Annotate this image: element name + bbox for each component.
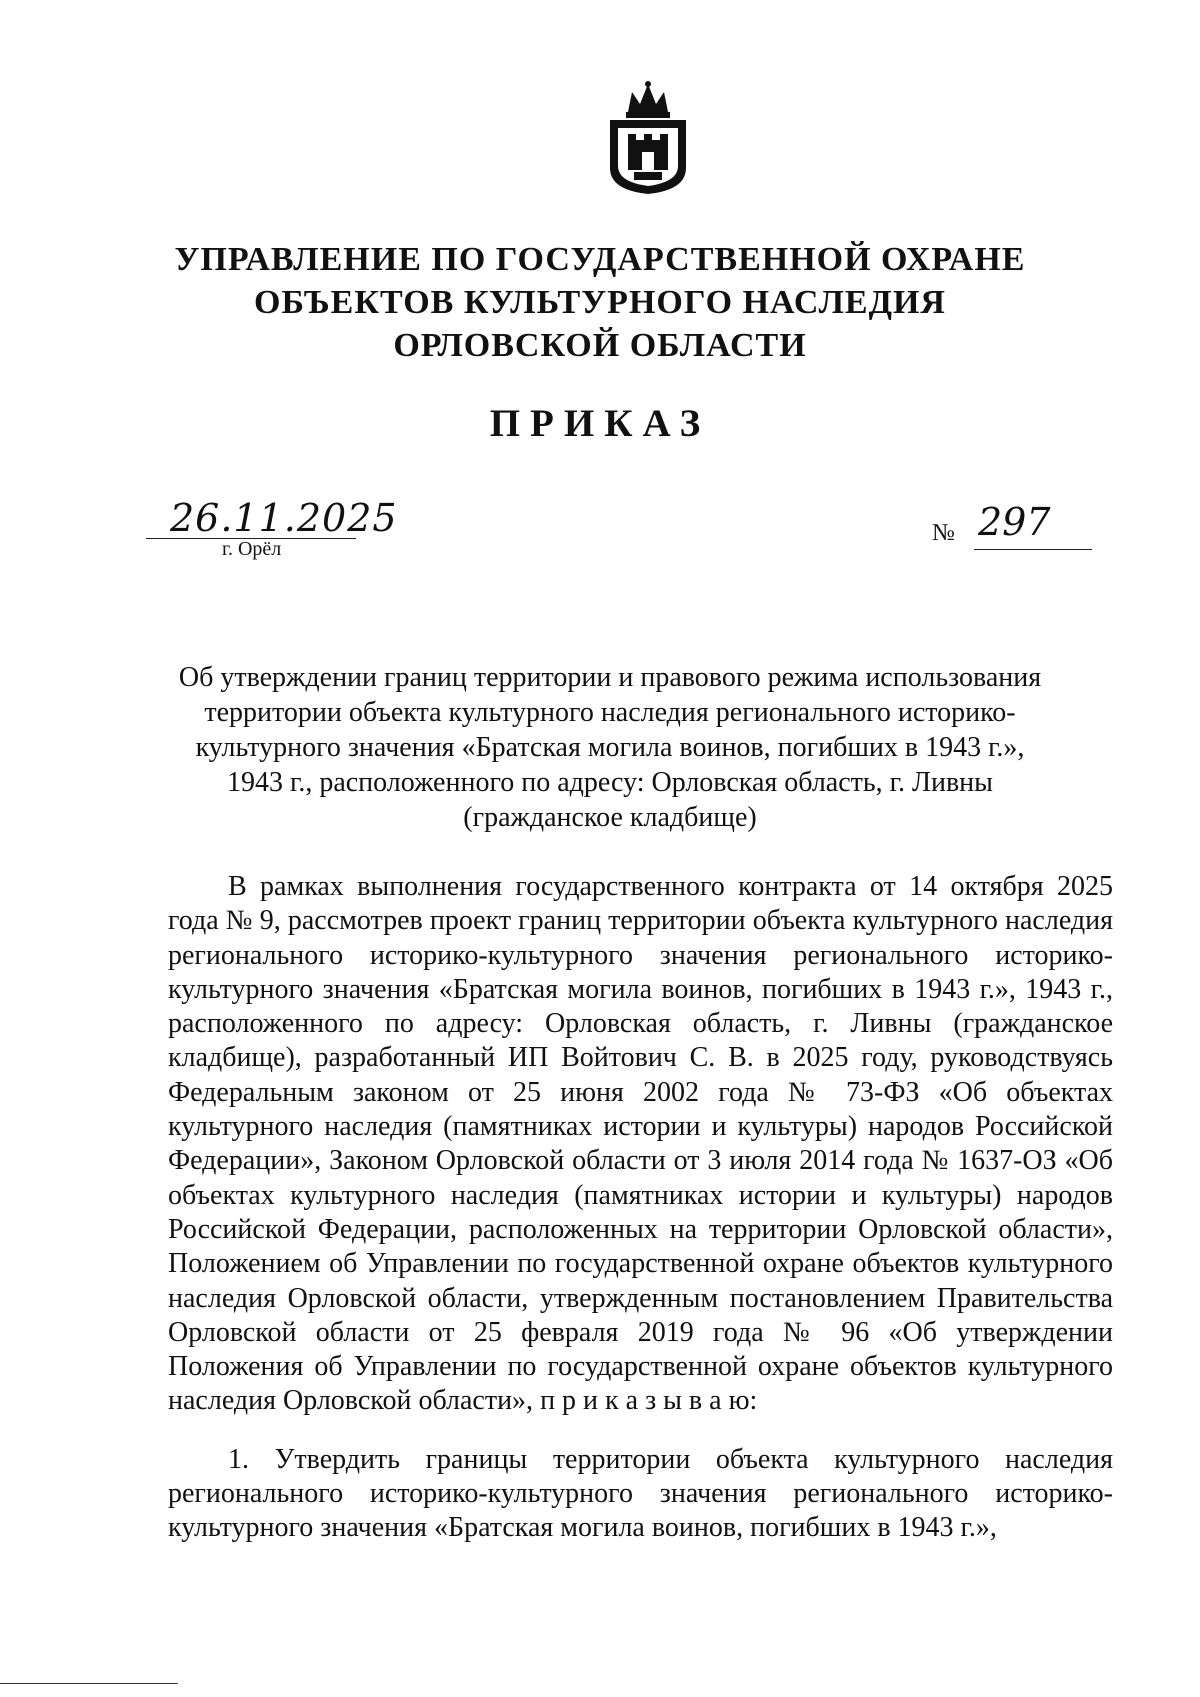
document-title bbox=[160, 660, 1060, 835]
org-name-line-3: ОРЛОВСКОЙ ОБЛАСТИ bbox=[393, 327, 807, 364]
number-sign: № bbox=[932, 520, 955, 546]
title-line: 1943 г., расположенного по адресу: Орловская область, г. Ливны bbox=[227, 767, 993, 798]
title-line: территории объекта культурного наследия регионального историко- bbox=[204, 697, 1016, 728]
handwritten-date: 26.11.2025 bbox=[170, 496, 398, 540]
title-line: (гражданское кладбище) bbox=[463, 802, 757, 833]
number-underline bbox=[974, 549, 1092, 550]
organization-header bbox=[0, 238, 1200, 367]
order-item-1: 1. Утвердить границы территории объекта культурного наследия регионального историко-культурного значения регионального историко-культурного значения «Братская могила воинов, погибших в 1943 г.», bbox=[168, 1443, 1113, 1544]
footer-divider bbox=[0, 1683, 178, 1684]
org-name-line-1: УПРАВЛЕНИЕ ПО ГОСУДАРСТВЕННОЙ ОХРАНЕ bbox=[174, 241, 1026, 278]
document-body bbox=[168, 870, 1113, 1546]
document-type: ПРИКАЗ bbox=[489, 402, 711, 445]
title-line: культурного значения «Братская могила воинов, погибших в 1943 г.», bbox=[195, 732, 1025, 763]
title-line: Об утверждении границ территории и правового режима использования bbox=[178, 662, 1042, 693]
org-name-line-2: ОБЪЕКТОВ КУЛЬТУРНОГО НАСЛЕДИЯ bbox=[254, 284, 946, 321]
number-block bbox=[932, 500, 1092, 556]
date-block bbox=[140, 496, 398, 560]
city-label: г. Орёл bbox=[222, 538, 282, 560]
coat-of-arms-icon bbox=[598, 78, 698, 198]
handwritten-number: 297 bbox=[978, 500, 1051, 544]
preamble-paragraph bbox=[168, 870, 1113, 1419]
order-word: п р и к а з ы в а ю: bbox=[540, 1385, 758, 1417]
preamble-text: В рамках выполнения государственного контракта от 14 октября 2025 года № 9, рассмотрев проект границ территории объекта культурного наследия регионального историко-культурного значения регионального историко-культурного значения «Братская могила воинов, погибших в 1943 г.», 1943 г., расположенного по адресу: Орловская область, г. Ливны (гражданское кладбище), разработанный ИП Войтович С. В. в 2025 году, руководствуясь Федеральным законом от 25 июня 2002 года № 73-ФЗ «Об объектах культурного наследия (памятниках истории и культуры) народов Российской Федерации», Законом Орловской области от 3 июля 2014 года № 1637-ОЗ «Об объектах культурного наследия (памятниках истории и культуры) народов Российской Федерации, расположенных на территории Орловской области», Положением об Управлении по государственной охране объектов культурного наследия Орловской области, утвержденным постановлением Правительства Орловской области от 25 февраля 2019 года № 96 «Об утверждении Положения об Управлении по государственной охране объектов культурного наследия Орловской области», bbox=[168, 871, 1113, 1417]
